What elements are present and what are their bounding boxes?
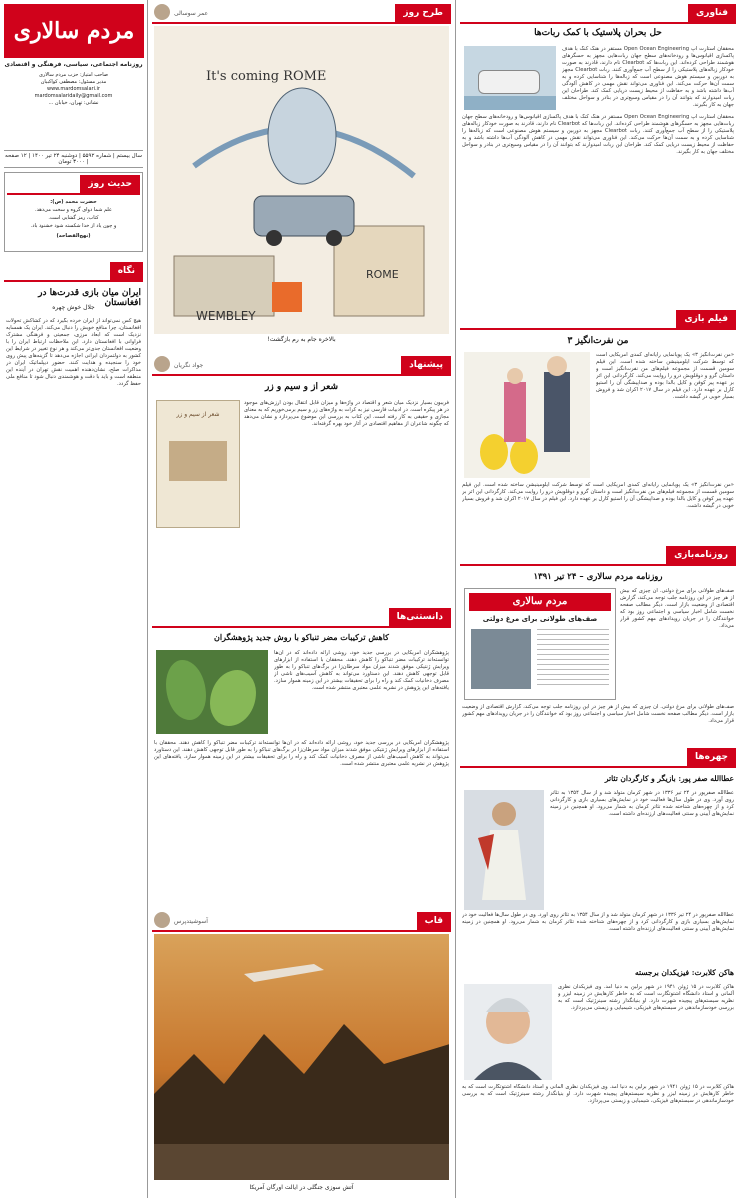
negah-author: جلال خوش چهره [52,304,95,311]
cartoon-artist: عمر سوسالی [174,9,209,17]
film-svg [464,352,590,478]
masthead-info-1: مدیر مسئول: مصطفی کواکبیان [40,79,107,85]
faces-p2-title: هاکن کلابرت: فیزیکدان برجسته [634,968,734,977]
faces-p1-body-a: عطاالله صفرپور در ۲۴ تیر ۱۳۳۶ در شهر کرمان متولد شد و از سال ۱۳۵۴ به تئاتر روی آورد. وی در طول سال‌ها فعالیت خود در نمایش‌های بسیاری بازی و کارگردانی کرد و از چهره‌های شناخته شده تئاتر کرمان به شمار می‌رود. او همچنین در زمینه نمایش‌های آیینی و سنتی فعالیت‌های ارزنده‌ای داشته است. [550,790,734,817]
archive-body-a: صف‌های طولانی برای مرغ دولتی. آن چیزی که بیش از هر چیز در این روزنامه جلب توجه می‌کند، گزارش اقتصادی از وضعیت بازار است. دیگر مطالب صفحه نخست شامل اخبار سیاسی و اجتماعی روز بود که خوانندگان را در جریان رویدادهای مهم کشور قرار می‌داد. [620,588,734,629]
hadith-line-1: علم شما دوای گروه و سخت می‌دهد. [35,207,112,213]
archive-label: روزنامه‌بازی [666,546,736,564]
film-title: من نفرت‌انگیز ۳ [567,336,629,346]
archive-paper [464,588,616,700]
masthead-tagline: روزنامه اجتماعی، سیاسی، فرهنگی و اقتصادی [4,61,143,68]
avatar-thumb-icon [154,912,170,928]
book-title: شعر از و سیم و زر [265,382,338,392]
tech-image [464,46,556,110]
archive-paper-headline: صف‌های طولانی برای مرغ دولتی [482,615,598,623]
hadith-line-2: کتاب، رمز گشایی است. [48,215,99,221]
book-cover-coins [169,441,227,481]
photo-image [154,934,449,1180]
masthead-info-2[interactable]: www.mardomsalari.ir [46,86,100,92]
tech-body-a: محققان استارت آپ Open Ocean Engineering مستقر در هنگ کنگ با هدف پاکسازی اقیانوس‌ها و رودخانه‌های سطح جهان ربات‌هایی مجهز به حسگرهای هوشمند طراحی کرده‌اند. این ربات‌ها که Clearbot نام دارند، قادرند به صورت خودکار زباله‌های پلاستیکی را از سطح آب جمع‌آوری کنند. ربات Clearbot مجهز به دوربین و سیستم هوش مصنوعی است که زباله‌ها را شناسایی کرده و به سمت آن‌ها حرکت می‌کند. این فناوری می‌تواند نقش مهمی در کاهش آلودگی آب‌ها داشته باشد و به حفاظت از محیط زیست دریایی کمک کند. طراحان این ربات امیدوارند که بتوانند آن را در مقیاس وسیع‌تری در بنادر و سواحل مختلف جهان به کار بگیرند. [562,46,734,108]
photo-caption: آتش سوزی جنگلی در ایالت اورگان آمریکا [249,1184,354,1191]
cartoon-word-0: It's coming ROME [206,69,327,84]
cartoon-caption: بالاخره جام به رم بازگشت! [267,336,336,343]
faces-label: چهره‌ها [687,748,736,766]
cartoon-head [152,4,451,24]
avatar-thumb-icon [154,4,170,20]
science-head [152,608,451,628]
hadith-source: (نهج‌الفصاحه) [56,233,91,239]
left-column [0,0,148,1198]
archive-title: روزنامه مردم سالاری – ۲۴ تیر ۱۳۹۱ [533,572,663,582]
book-cover-title: شعر از سیم و زر [176,411,220,418]
cartoon-svg [154,26,449,334]
tech-body-b: محققان استارت آپ Open Ocean Engineering مستقر در هنگ کنگ با هدف پاکسازی اقیانوس‌ها و رودخانه‌های سطح جهان ربات‌هایی مجهز به حسگرهای هوشمند طراحی کرده‌اند. این ربات‌ها که Clearbot نام دارند، قادرند به صورت خودکار زباله‌های پلاستیکی را از سطح آب جمع‌آوری کنند. ربات Clearbot مجهز به دوربین و سیستم هوش مصنوعی است که زباله‌ها را شناسایی کرده و به سمت آن‌ها حرکت می‌کند. این فناوری می‌تواند نقش مهمی در کاهش آلودگی آب‌ها داشته باشد و به حفاظت از محیط زیست دریایی کمک کند. طراحان این ربات امیدوارند که بتوانند آن را در مقیاس وسیع‌تری در بنادر و سواحل مختلف جهان به کار بگیرند. [462,114,734,155]
faces-p2-body-b: هاکن کلابرت در ۱۵ ژوئن ۱۹۴۱ در شهر برلین به دنیا آمد. وی فیزیکدان نظری آلمانی و استاد دانشگاه اشتوتگارت است که به خاطر کارهایش در زمینه لیزر و نظریه سیستم‌های پیچیده شهرت دارد. او بنیانگذار رشته سینرژتیک است که به بررسی خودسازماندهی در سیستم‌های فیزیکی، شیمیایی و زیستی می‌پردازد. [462,1084,734,1104]
masthead-info-4: نشانی: تهران، خیابان ... [48,100,99,106]
faces-p1-title: عطاالله صفر پور: بازیگر و کارگردان تئاتر [604,774,734,783]
book-head [152,356,451,376]
faces-p2-photo [464,984,552,1080]
archive-head [460,546,736,566]
hadith-line-0: حضرت محمد (ص): [50,199,97,205]
faces-head [460,748,736,768]
cartoon-word-2: ROME [366,268,399,281]
middle-column [148,0,456,1198]
masthead-name: مردم سالاری [13,18,135,44]
book-cover [156,400,240,528]
faces-p1-photo [464,790,544,910]
photo-head [152,912,451,932]
masthead-info-3[interactable]: mardomsalaridaily@gmail.com [34,93,113,99]
tech-head [460,4,736,24]
science-body-a: پژوهشگران آمریکایی در بررسی جدید خود، روشی ارائه داده‌اند که در آن‌ها توانسته‌اند ترکیبات مضر تنباکو را کاهش دهند. محققان با استفاده از ابزارهای ویرایش ژنتیکی موفق شدند میزان مواد سرطان‌زا در برگ‌های تنباکو را به طور قابل توجهی کاهش دهند. این دستاورد می‌تواند به کاهش آسیب‌های ناشی از مصرف دخانیات کمک کند و راه را برای تحقیقات بیشتر در این زمینه هموار سازد. یافته‌های این پژوهش در نشریه علمی معتبری منتشر شده است. [274,650,449,691]
film-label: فیلم بازی [676,310,736,328]
masthead-info-0: صاحب امتیاز: حزب مردم سالاری [38,72,109,78]
faces-p1-body-b: عطاالله صفرپور در ۲۴ تیر ۱۳۳۶ در شهر کرمان متولد شد و از سال ۱۳۵۴ به تئاتر روی آورد. وی در طول سال‌ها فعالیت خود در نمایش‌های بسیاری بازی و کارگردانی کرد و از چهره‌های شناخته شده تئاتر کرمان به شمار می‌رود. او همچنین در زمینه نمایش‌های آیینی و سنتی فعالیت‌های ارزنده‌ای داشته است. [462,912,734,932]
book-body: فریبون بسیار نزدیک میان شعر و اقتصاد در واژه‌ها و میزان قابل انتقال بودن ارزش‌های موجود در هر پیکره است. در ادبیات فارسی نیز به کرات به واژه‌های زر و سیم برمی‌خوریم که به معنای مجازی و حقیقی به کار رفته است. این کتاب به بررسی این موضوع می‌پردازد و نشان می‌دهد که چگونه شاعران از مفاهیم اقتصادی در آثار خود بهره گرفته‌اند. [244,400,449,427]
archive-paper-masthead: مردم سالاری [469,593,611,611]
hadith-label: حدیث روز [80,175,140,193]
tech-title: حل بحران پلاستیک با کمک ربات‌ها [534,28,662,38]
avatar-thumb-icon [154,356,170,372]
film-head [460,310,736,330]
cartoon-image [154,26,449,334]
book-label: پیشنهاد [401,356,451,374]
film-image [464,352,590,478]
hadith-box [4,172,143,252]
faces-p1-svg [464,790,544,910]
negah-label: نگاه [110,262,143,280]
cartoon-word-1: WEMBLEY [196,309,256,323]
science-image [156,650,268,734]
film-body-b: «من نفرت‌انگیز ۳» یک پویانمایی رایانه‌ای کمدی آمریکایی است که توسط شرکت ایلومینیشن ساخته شده است. این فیلم سومین قسمت از مجموعه فیلم‌های من نفرت‌انگیز است و داستان گرو و دوقلویش درو را روایت می‌کند. کارگردانی این اثر بر عهده پیر کوفن و کایل بالدا بوده و صداپیشگی آن را استیو کارل بر عهده دارد. این فیلم در سال ۲۰۱۷ اکران شد و فروش بسیار خوبی در گیشه داشت. [462,482,734,509]
archive-body-b: صف‌های طولانی برای مرغ دولتی. آن چیزی که بیش از هر چیز در این روزنامه جلب توجه می‌کند، گزارش اقتصادی از وضعیت بازار است. دیگر مطالب صفحه نخست شامل اخبار سیاسی و اجتماعی روز بود که خوانندگان را در جریان رویدادهای مهم کشور قرار می‌داد. [462,704,734,724]
tech-label: فناوری [688,4,736,22]
date-bar: سال بیستم | شماره ۵۵۹۲ | دوشنبه ۲۴ تیر ۱۴۰۰ | ۱۲ صفحه | ۳۰۰۰ تومان [4,150,143,168]
photo-photographer: آسوشیتدپرس [174,917,208,925]
faces-p2-svg [464,984,552,1080]
hadith-head [7,175,140,195]
faces-p2-body-a: هاکن کلابرت در ۱۵ ژوئن ۱۹۴۱ در شهر برلین به دنیا آمد. وی فیزیکدان نظری آلمانی و استاد دانشگاه اشتوتگارت است که به خاطر کارهایش در زمینه لیزر و نظریه سیستم‌های پیچیده شهرت دارد. او بنیانگذار رشته سینرژتیک است که به بررسی خودسازماندهی در سیستم‌های فیزیکی، شیمیایی و زیستی می‌پردازد. [558,984,734,1011]
negah-body: هیچ کس نمی‌تواند از ایران خرده بگیرد که در کشاکش تحولات افغانستان، چرا منافع خویش را دنبال می‌کند. ایران یک همسایه نزدیک است که ابعاد مرزی، جمعیتی و فرهنگی مشترک فراوانی با افغانستان دارد. این ملاحظات ارتباط ایران را با وضعیت افغانستان جدی‌تر می‌کند و هر نوع تغییر در شرایط این کشور به دولتمردان ایرانی اجازه می‌دهد تا گزینه‌های پیش روی خود را سنجیده و هدایت کنند. حضور دیپلماتیک ایران در مذاکرات صلح، نشان‌دهنده اهمیت نقش تهران در آینده این منطقه است و باید با دقت و هوشمندی دنبال شود تا منافع ملی حفظ گردد. [6,318,141,387]
science-title: کاهش ترکیبات مضر تنباکو با روش جدید پژوهشگران [214,632,389,642]
masthead [4,4,144,58]
negah-title: ایران میان بازی قدرت‌ها در افغانستان [38,288,141,308]
film-body-a: «من نفرت‌انگیز ۳» یک پویانمایی رایانه‌ای کمدی آمریکایی است که توسط شرکت ایلومینیشن ساخته شده است. این فیلم سومین قسمت از مجموعه فیلم‌های من نفرت‌انگیز است و داستان گرو و دوقلویش درو را روایت می‌کند. کارگردانی این اثر بر عهده پیر کوفن و کایل بالدا بوده و صداپیشگی آن را استیو کارل بر عهده دارد. این فیلم در سال ۲۰۱۷ اکران شد و فروش بسیار خوبی در گیشه داشت. [596,352,734,400]
photo-svg [154,934,449,1180]
cartoon-label: طرح روز [395,4,451,22]
hadith-line-3: و چون یاد از خدا شکسته شود خشنود باد. [30,223,117,229]
science-label: دانستنی‌ها [389,608,451,626]
book-author: جواد نگریان [174,361,204,369]
science-body-b: پژوهشگران آمریکایی در بررسی جدید خود، روشی ارائه داده‌اند که در آن‌ها توانسته‌اند ترکیبات مضر تنباکو را کاهش دهند. محققان با استفاده از ابزارهای ویرایش ژنتیکی موفق شدند میزان مواد سرطان‌زا در برگ‌های تنباکو را به طور قابل توجهی کاهش دهند. این دستاورد می‌تواند به کاهش آسیب‌های ناشی از مصرف دخانیات کمک کند و راه را برای تحقیقات بیشتر در این زمینه هموار سازد. یافته‌های این پژوهش در نشریه علمی معتبری منتشر شده است. [154,740,449,767]
photo-label: قاب [417,912,451,930]
negah-head [4,262,143,282]
right-column [456,0,740,1198]
